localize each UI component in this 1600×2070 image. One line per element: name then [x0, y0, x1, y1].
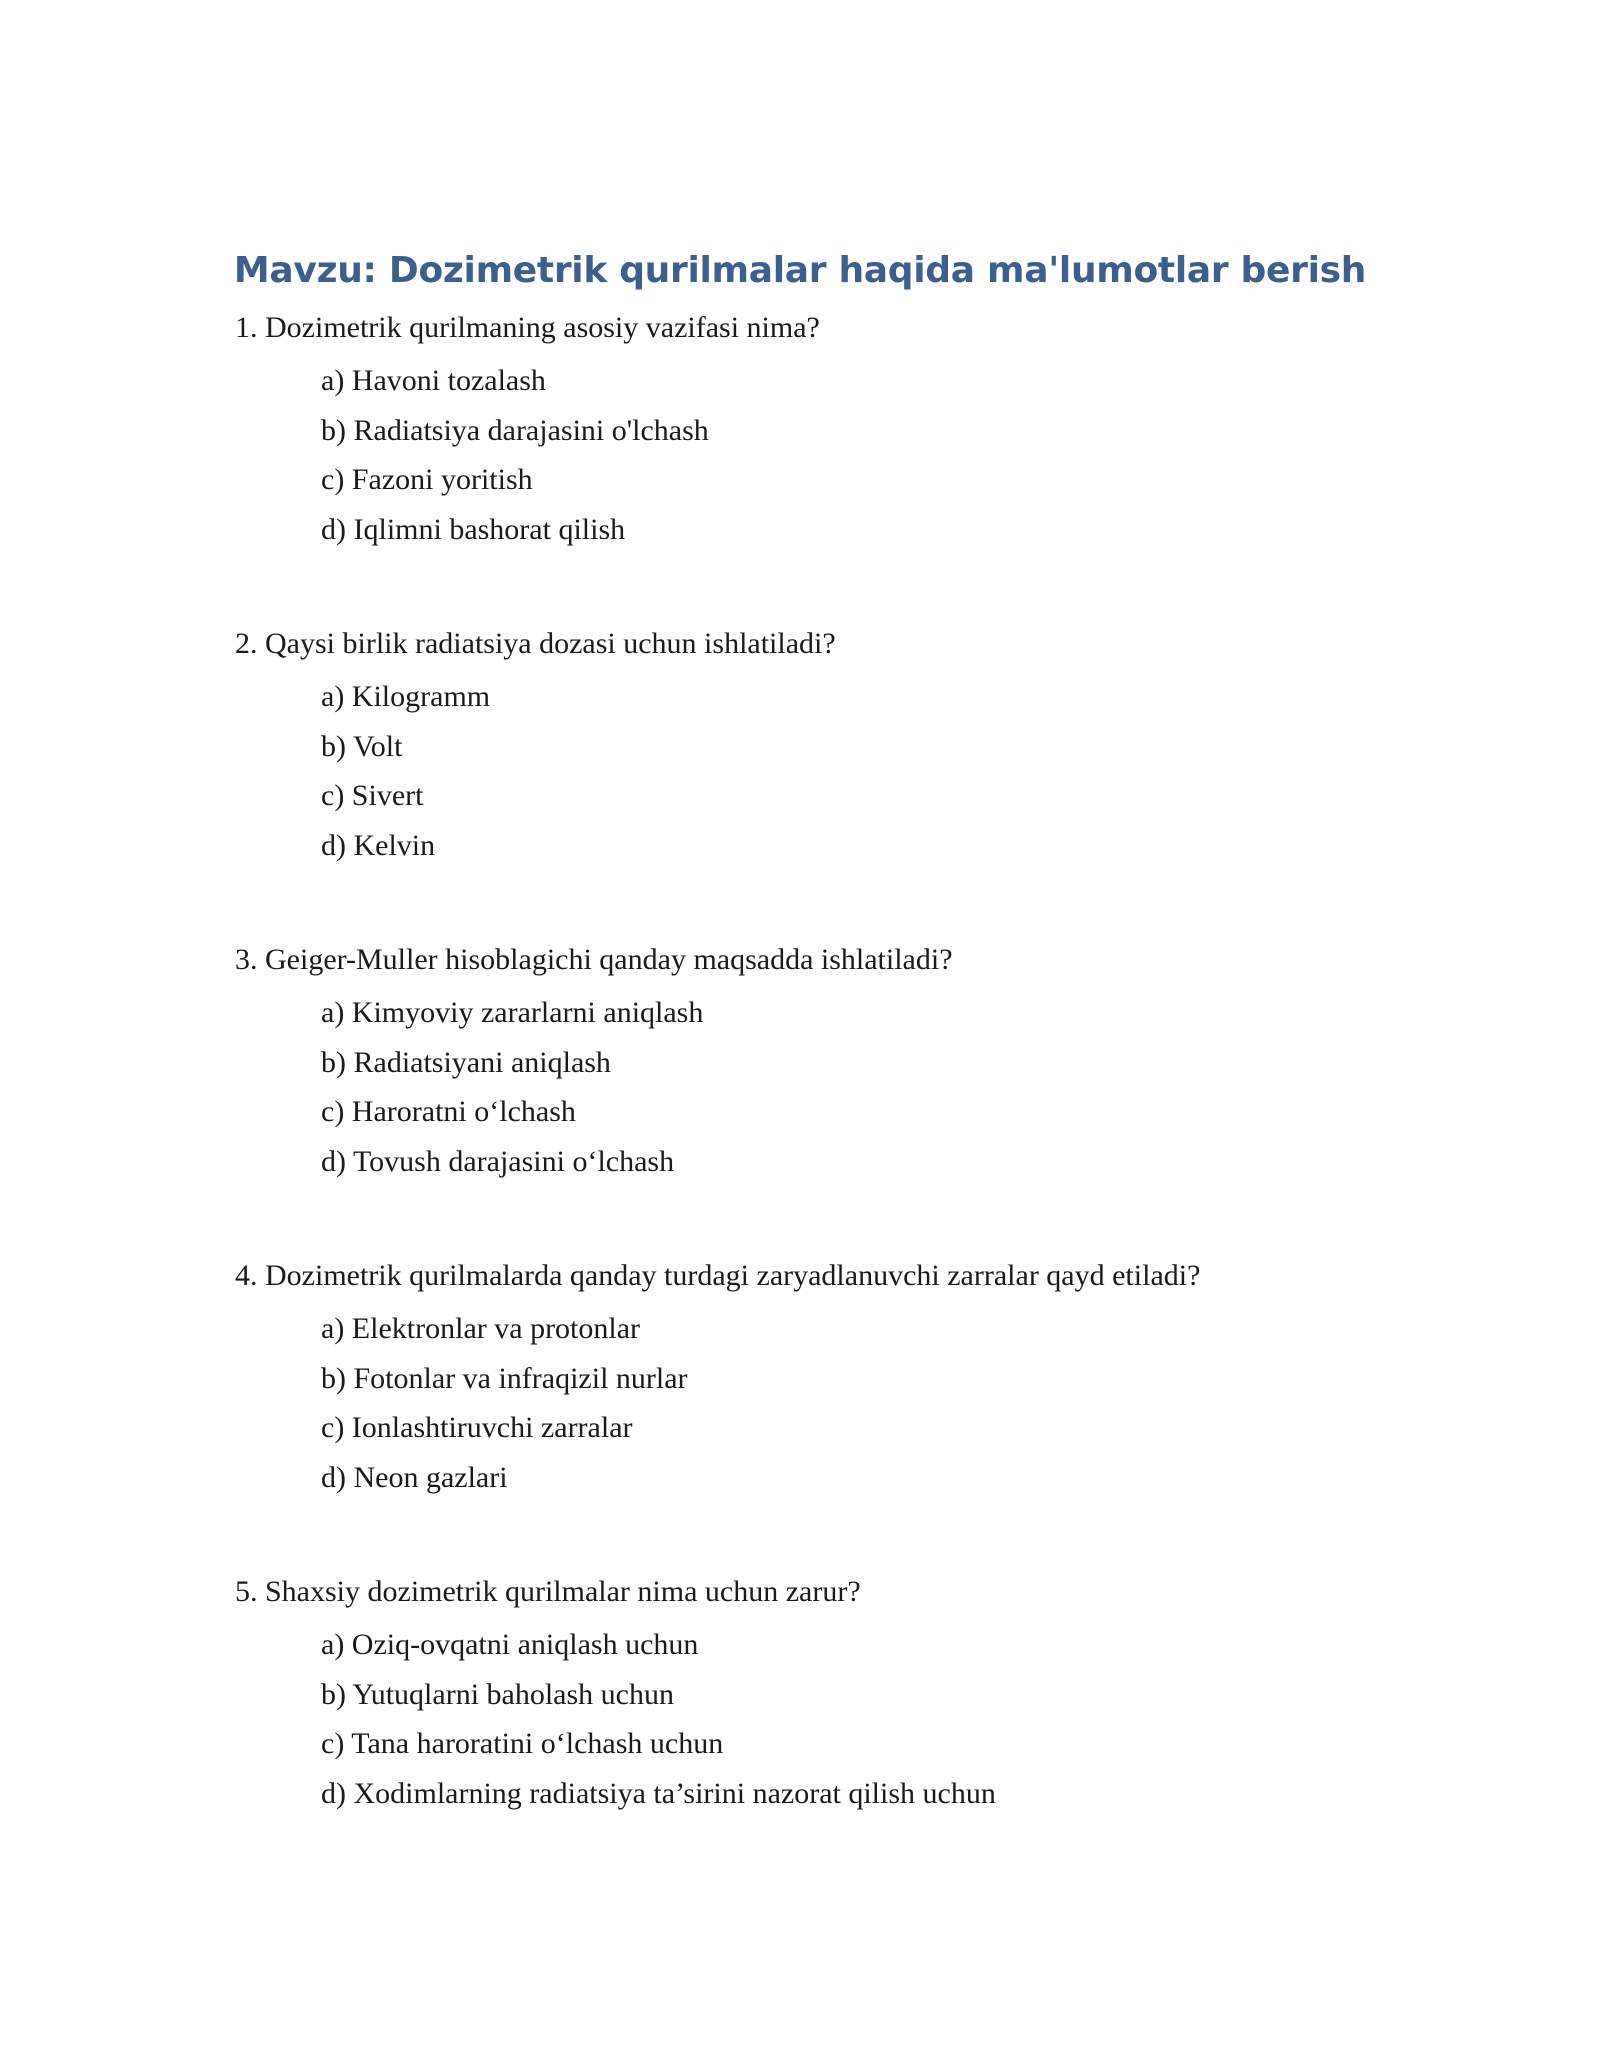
answer-option: c) Ionlashtiruvchi zarralar	[321, 1411, 633, 1444]
answer-option: d) Kelvin	[321, 828, 436, 862]
answer-option: b) Yutuqlarni baholash uchun	[321, 1677, 674, 1711]
answer-option: a) Kimyoviy zararlarni aniqlash	[321, 996, 704, 1029]
question-text: 5. Shaxsiy dozimetrik qurilmalar nima uchun zarur?	[235, 1575, 861, 1608]
answer-options	[235, 672, 1435, 870]
answer-option: c) Fazoni yoritish	[321, 463, 533, 496]
answer-options	[235, 356, 1435, 554]
question-item	[235, 1570, 1435, 1818]
answer-option: a) Kilogramm	[321, 680, 491, 713]
answer-options	[235, 988, 1435, 1186]
answer-option: a) Oziq-ovqatni aniqlash uchun	[321, 1628, 699, 1661]
answer-option: b) Radiatsiya darajasini o'lchash	[321, 413, 709, 447]
question-list	[235, 306, 1435, 1886]
question-text: 1. Dozimetrik qurilmaning asosiy vazifasi nima?	[235, 311, 820, 344]
answer-option: a) Elektronlar va protonlar	[321, 1312, 641, 1345]
question-item	[235, 938, 1435, 1186]
question-text: 2. Qaysi birlik radiatsiya dozasi uchun ishlatiladi?	[235, 627, 836, 660]
answer-option: c) Tana haroratini o‘lchash uchun	[321, 1727, 724, 1760]
question-text: 4. Dozimetrik qurilmalarda qanday turdagi zaryadlanuvchi zarralar qayd etiladi?	[235, 1259, 1201, 1292]
answer-option: d) Tovush darajasini o‘lchash	[321, 1144, 675, 1178]
answer-option: d) Xodimlarning radiatsiya ta’sirini nazorat qilish uchun	[321, 1776, 996, 1810]
document-title: Mavzu: Dozimetrik qurilmalar haqida ma'lumotlar berish	[233, 250, 1367, 291]
question-text: 3. Geiger-Muller hisoblagichi qanday maqsadda ishlatiladi?	[235, 943, 953, 976]
answer-option: d) Neon gazlari	[321, 1460, 508, 1494]
answer-option: b) Radiatsiyani aniqlash	[321, 1045, 611, 1079]
answer-options	[235, 1304, 1435, 1502]
question-item	[235, 622, 1435, 870]
question-item	[235, 306, 1435, 554]
answer-option: b) Volt	[321, 729, 403, 763]
answer-option: d) Iqlimni bashorat qilish	[321, 512, 626, 546]
answer-option: c) Sivert	[321, 779, 424, 812]
answer-option: c) Haroratni o‘lchash	[321, 1095, 576, 1128]
answer-option: b) Fotonlar va infraqizil nurlar	[321, 1361, 688, 1395]
answer-options	[235, 1620, 1435, 1818]
answer-option: a) Havoni tozalash	[321, 364, 546, 397]
question-item	[235, 1254, 1435, 1502]
